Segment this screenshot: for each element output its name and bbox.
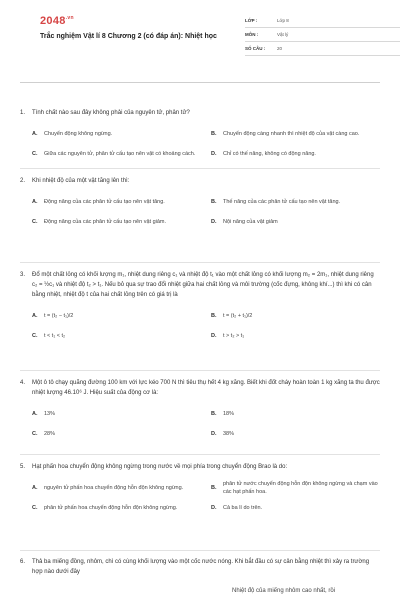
question-separator — [20, 454, 380, 455]
option-c[interactable]: C. Động năng của các phân tử cấu tạo nên vật giảm. — [32, 219, 167, 225]
option-c[interactable]: C. 28% — [32, 431, 56, 437]
question-text: Tính chất nào sau đây không phải của nguyên tử, phân tử? — [32, 110, 190, 116]
question-5 — [20, 462, 380, 518]
option-c[interactable]: C. Giữa các nguyên tử, phân tử cấu tạo nên vật có khoảng cách. — [32, 151, 196, 157]
option-a[interactable]: A. nguyên tử phấn hoa chuyển động hỗn độn không ngừng. — [32, 485, 184, 491]
site-logo[interactable]: $2048^{.vn}$ — [40, 15, 74, 27]
answer-options — [32, 404, 380, 444]
option-a[interactable]: A. Chuyển động không ngừng. — [32, 131, 113, 137]
question-1 — [20, 108, 380, 164]
option-b[interactable]: B. phân tử nước chuyển động hỗn độn không ngừng và chạm vào các hạt phấn hoa. — [211, 481, 378, 495]
question-text: Khi nhiệt độ của một vật tăng lên thì: — [32, 178, 130, 184]
option-a[interactable]: A. Động năng của các phân tử cấu tạo nên vật tăng. — [32, 199, 165, 205]
option-b-partial[interactable]: Nhiệt độ của miếng nhôm cao nhất, rồi — [232, 588, 336, 594]
option-d[interactable]: D. Cả ba lí do trên. — [211, 505, 263, 511]
option-b[interactable]: B. Thế năng của các phân tử cấu tạo nên vật tăng. — [211, 199, 341, 205]
question-number: 2. — [20, 178, 26, 184]
worksheet-meta — [245, 14, 400, 56]
question-text: Thả ba miếng đồng, nhôm, chì có cùng khối lượng vào một cốc nước nóng. Khi bắt đầu có sự cân bằng nhiệt thì xảy ra trường hợp nào dưới đây — [32, 559, 370, 575]
meta-row-class — [245, 14, 400, 28]
meta-value: Lớp 8 — [277, 18, 289, 23]
option-d[interactable]: D. 38% — [211, 431, 235, 437]
question-2 — [20, 176, 380, 232]
question-number: 5. — [20, 464, 26, 470]
meta-label: LỚP : — [245, 18, 258, 23]
question-number: 6. — [20, 559, 26, 565]
question-6 — [20, 557, 380, 577]
option-b[interactable]: B. Chuyển động càng nhanh thì nhiệt độ của vật càng cao. — [211, 131, 360, 137]
question-text: Hạt phấn hoa chuyển động không ngừng trong nước về mọi phía trong chuyển động Brao là do: — [32, 464, 288, 470]
meta-value: 20 — [277, 46, 283, 51]
question-text: Đổ một chất lỏng có khối lượng m₁, nhiệt dung riêng c₁ và nhiệt độ t₁ vào một chất lỏng có khối lượng m₂ = 2m₁, nhiệt dung riêng c₂ = ½c₁ và nhiệt độ t₂ > t₁. Nếu bỏ qua sự trao đổi nhiệt giữa hai chất lỏng và môi trường (cốc đựng, không khí...) thì khi có cân bằng nhiệt, nhiệt độ t của hai chất lỏng trên có giá trị là — [32, 272, 374, 298]
question-number: 1. — [20, 110, 26, 116]
option-c[interactable]: C. phân tử phấn hoa chuyển động hỗn độn không ngừng. — [32, 505, 178, 511]
option-b[interactable]: B. 18% — [211, 411, 235, 417]
question-text: Một ô tô chạy quãng đường 100 km với lực kéo 700 N thì tiêu thụ hết 4 kg xăng. Biết khi đốt cháy hoàn toàn 1 kg xăng ta thu được nhiệt lượng 46.10⁶ J. Hiệu suất của động cơ là: — [32, 380, 380, 396]
question-3 — [20, 270, 380, 346]
option-d[interactable]: D. Chỉ có thế năng, không có động năng. — [211, 151, 316, 157]
option-d[interactable]: D. Nội năng của vật giảm — [211, 219, 278, 225]
question-number: 3. — [20, 272, 26, 278]
meta-row-count — [245, 42, 400, 56]
question-number: 4. — [20, 380, 26, 386]
option-b[interactable]: B. t = (t₂ + t₁)/2 — [211, 313, 253, 319]
option-c[interactable]: C. t < t₁ < t₂ — [32, 333, 66, 339]
answer-options — [32, 192, 380, 232]
worksheet-title: Trắc nghiệm Vật lí 8 Chương 2 (có đáp án): Nhiệt học — [40, 33, 217, 40]
question-4 — [20, 378, 380, 444]
option-d[interactable]: D. t > t₂ > t₁ — [211, 333, 245, 339]
answer-options — [32, 306, 380, 346]
question-separator — [20, 262, 380, 263]
answer-options — [32, 124, 380, 164]
meta-label: SỐ CÂU : — [245, 46, 266, 51]
header-divider — [20, 82, 380, 83]
question-separator — [20, 168, 380, 169]
option-a[interactable]: A. 13% — [32, 411, 56, 417]
meta-label: MÔN : — [245, 32, 259, 37]
answer-options — [32, 478, 380, 518]
option-a[interactable]: A. t = (t₂ − t₁)/2 — [32, 313, 74, 319]
question-separator — [20, 550, 380, 551]
meta-row-subject — [245, 28, 400, 42]
question-separator — [20, 370, 380, 371]
meta-value: Vật lý — [277, 32, 289, 37]
worksheet-header — [20, 0, 380, 72]
